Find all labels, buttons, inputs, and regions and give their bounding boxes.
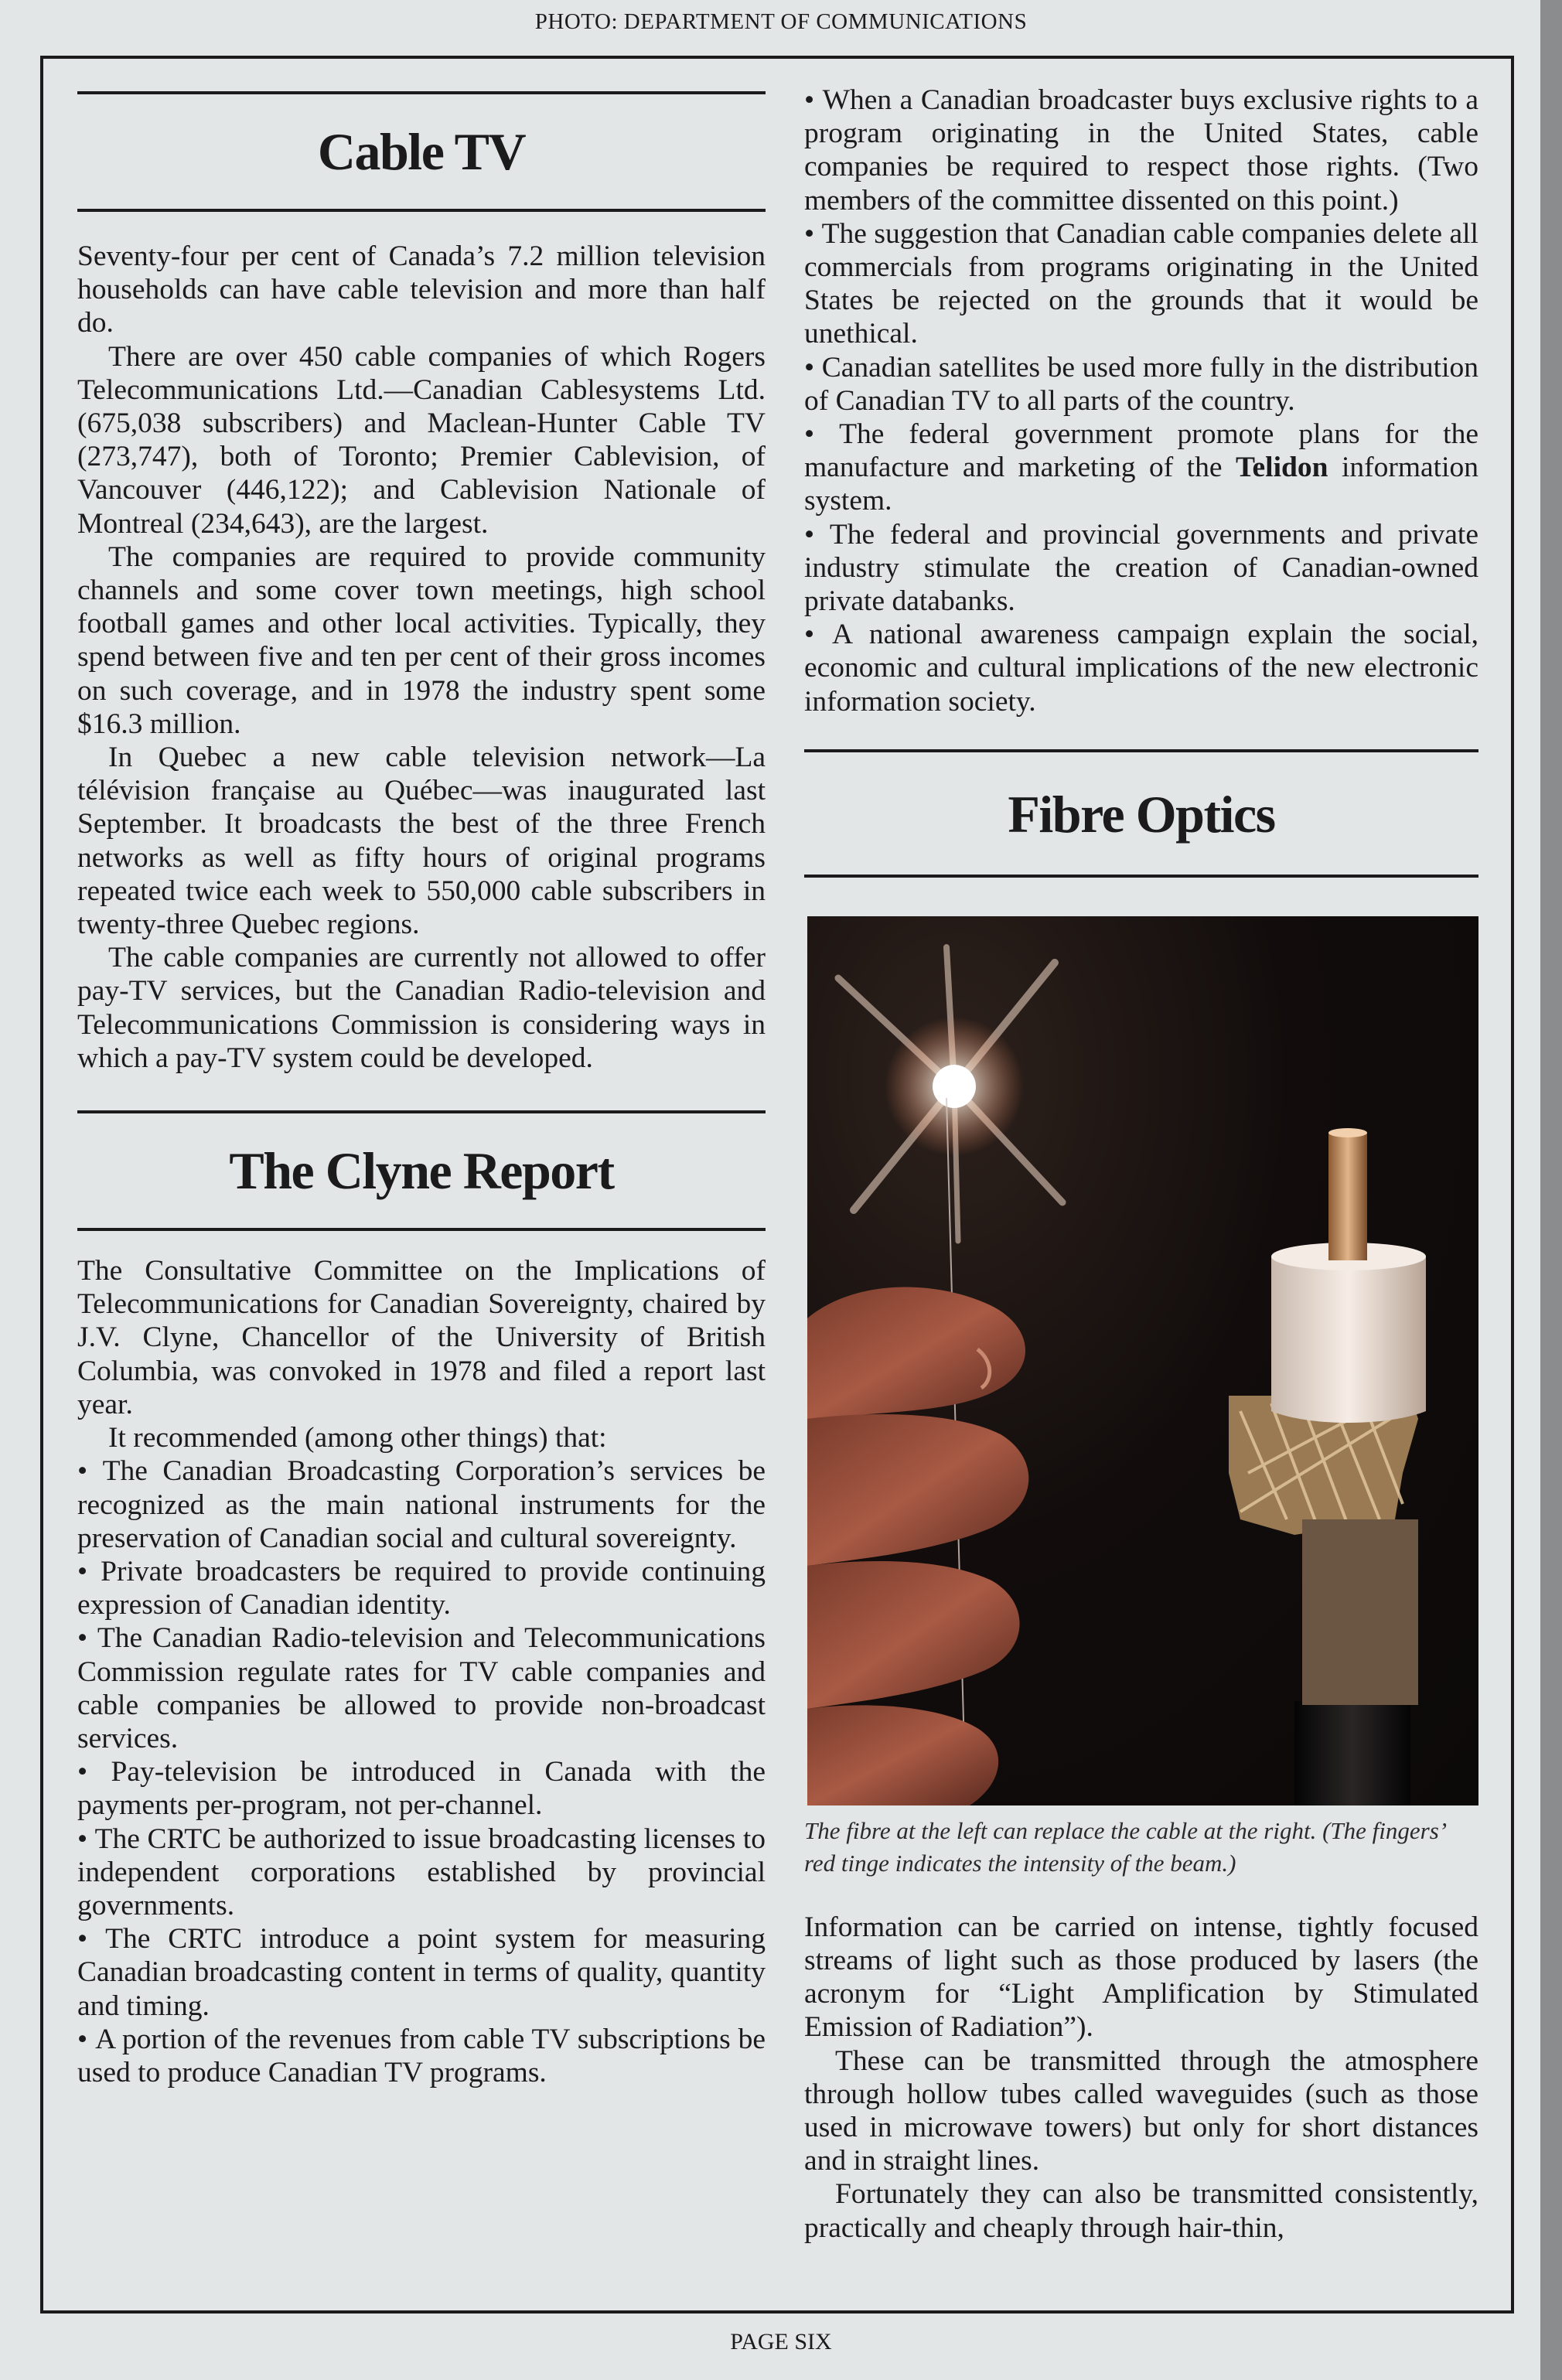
coaxial-cable xyxy=(1229,1128,1426,1805)
section-rule xyxy=(77,91,766,94)
cable-tv-paragraph: Seventy-four per cent of Canada’s 7.2 million television households can have cable television and more than half do. xyxy=(77,240,766,339)
recommendation-item: • The Canadian Broadcasting Corporation’s services be recognized as the main national instruments for the preservation of Canadian social and cultural sovereignty. xyxy=(77,1454,766,1555)
clyne-report-heading: The Clyne Report xyxy=(229,1141,614,1201)
cable-tv-paragraph: The cable companies are currently not allowed to offer pay-TV services, but the Canadian Radio-television and Telecommunications Commission is considering ways in which a pay-TV system could be developed. xyxy=(77,942,766,1074)
telidon-term: Telidon xyxy=(1235,452,1328,484)
fibre-optics-heading: Fibre Optics xyxy=(1008,784,1275,844)
page-number: PAGE SIX xyxy=(730,2329,832,2354)
clyne-intro: The Consultative Committee on the Implications of Telecommunications for Canadian Sovereignty, chaired by J.V. Clyne, Chancellor of the University of British Columbia, was convoked in 1978 and filed a report last year. xyxy=(77,1255,766,1420)
fibre-paragraph: Information can be carried on intense, tightly focused streams of light such as those produced by lasers (the acronym for “Light Amplification by Stimulated Emission of Radiation”). xyxy=(804,1911,1478,2044)
clyne-lead: It recommended (among other things) that: xyxy=(108,1422,607,1454)
recommendation-item: • A national awareness campaign explain the social, economic and cultural implications of the new electronic information society. xyxy=(804,618,1478,718)
recommendation-item: • A portion of the revenues from cable TV subscriptions be used to produce Canadian TV programs. xyxy=(77,2023,766,2089)
fibre-optics-body xyxy=(804,1911,1478,2245)
recommendation-item: • Private broadcasters be required to provide continuing expression of Canadian identity. xyxy=(77,1555,766,1621)
section-rule xyxy=(77,1110,766,1113)
cable-tv-heading: Cable TV xyxy=(317,122,526,181)
cable-tv-paragraph: In Quebec a new cable television network—La télévision française au Québec—was inaugurated last September. It broadcasts the best of the three French networks as well as fifty hours of original programs repeated twice each week to 550,000 cable subscribers in twenty-three Quebec regions. xyxy=(77,742,766,941)
section-rule xyxy=(77,209,766,212)
section-rule xyxy=(804,749,1478,752)
recommendation-item: • The Canadian Radio-television and Telecommunications Commission regulate rates for TV cable companies and cable companies be allowed to provide non-broadcast services. xyxy=(77,1621,766,1755)
fingers xyxy=(807,1287,1028,1805)
light-starburst xyxy=(838,947,1062,1241)
photo-caption: The fibre at the left can replace the cable at the right. (The fingers’ red tinge indicates the intensity of the beam.) xyxy=(804,1816,1444,1877)
recommendation-item: • The CRTC introduce a point system for measuring Canadian broadcasting content in terms of quality, quantity and timing. xyxy=(77,1922,766,2023)
cable-tv-body xyxy=(77,240,766,1075)
fibre-paragraph: Fortunately they can also be transmitted consistently, practically and cheaply through hair-thin, xyxy=(804,2178,1478,2244)
left-column xyxy=(77,91,766,2089)
cable-tv-paragraph: The companies are required to provide community channels and some cover town meetings, high school football games and other local activities. Typically, they spend between five and ten per cent of their gross incomes on such coverage, and in 1978 the industry spent some $16.3 million. xyxy=(77,540,766,740)
section-rule xyxy=(77,1228,766,1231)
recommendation-item: • Canadian satellites be used more fully in the distribution of Canadian TV to all parts of the country. xyxy=(804,351,1478,418)
recommendation-item: • The federal and provincial governments and private industry stimulate the creation of Canadian-owned private databanks. xyxy=(804,518,1478,619)
fibre-and-cable-illustration xyxy=(807,916,1478,1805)
cable-tv-paragraph: There are over 450 cable companies of which Rogers Telecommunications Ltd.—Canadian Cablesystems Ltd. (675,038 subscribers) and Maclean-Hunter Cable TV (273,747), both of Toronto; Premier Cablevision, of Vancouver (446,122); and Cablevision Nationale of Montreal (234,643), are the largest. xyxy=(77,340,766,540)
fibre-optic-photo xyxy=(807,916,1478,1805)
recommendation-item: • When a Canadian broadcaster buys exclusive rights to a program originating in the United States, cable companies be required to respect those rights. (Two members of the committee dissented on this point.) xyxy=(804,84,1478,217)
photo-credit: PHOTO: DEPARTMENT OF COMMUNICATIONS xyxy=(534,9,1028,34)
recommendation-item: • Pay-television be introduced in Canada with the payments per-program, not per-channel. xyxy=(77,1755,766,1822)
clyne-report-body xyxy=(77,1254,766,2089)
recommendation-item: • The suggestion that Canadian cable companies delete all commercials from programs originating in the United States be rejected on the grounds that it would be unethical. xyxy=(804,217,1478,351)
recommendation-item: • The federal government promote plans for the manufacture and marketing of the Telidon information system. xyxy=(804,418,1478,518)
section-rule xyxy=(804,875,1478,878)
recommendation-item: • The CRTC be authorized to issue broadcasting licenses to independent corporations established by provincial governments. xyxy=(77,1823,766,1923)
fibre-paragraph: These can be transmitted through the atmosphere through hollow tubes called waveguides (such as those used in microwave towers) but only for short distances and in straight lines. xyxy=(804,2044,1478,2177)
right-column xyxy=(804,84,1478,2245)
